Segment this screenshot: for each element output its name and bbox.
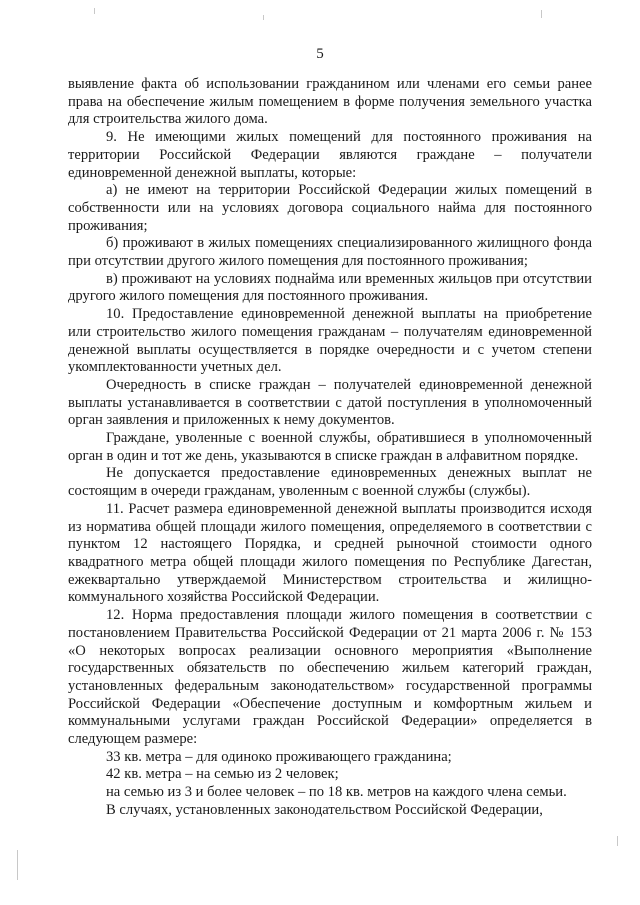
paragraph: В случаях, установленных законодательством Российской Федерации,	[106, 801, 543, 818]
paragraph: в) проживают на условиях поднайма или временных жильцов при отсутствии другого жилого помещения для постоянного проживания.	[68, 270, 592, 305]
paragraph: Граждане, уволенные с военной службы, обратившиеся в уполномоченный орган в один и тот же день, указываются в списке граждан в алфавитном порядке.	[68, 430, 592, 464]
scan-mark	[17, 850, 18, 880]
scan-mark	[617, 836, 618, 846]
paragraph: 9. Не имеющими жилых помещений для постоянного проживания на территории Российской Федерации являются граждане – получатели единовременной денежной выплаты, которые:	[68, 129, 592, 181]
paragraph: 12. Норма предоставления площади жилого помещения в соответствии с постановлением Правительства Российской Федерации от 21 марта 2006 г. № 153 «О некоторых вопросах реализации основного мероприятия «Выполнение государственных обязательств по обеспечению жильем категорий граждан, установленных федеральным законодательством» государственной программы Российской Федерации «Обеспечение доступным и комфортным жильем и коммунальными услугами граждан Российской Федерации» определяется в следующем размере:	[68, 607, 592, 748]
paragraph: 42 кв. метра – на семью из 2 человек;	[106, 766, 339, 783]
scan-mark	[94, 8, 95, 14]
paragraph: на семью из 3 и более человек – по 18 кв. метров на каждого члена семьи.	[106, 784, 567, 801]
paragraph: б) проживают в жилых помещениях специализированного жилищного фонда при отсутствии другого жилого помещения для постоянного проживания;	[68, 235, 592, 270]
page-number: 5	[316, 46, 324, 62]
paragraph: а) не имеют на территории Российской Федерации жилых помещений в собственности или на условиях договора социального найма для постоянного проживания;	[68, 182, 592, 234]
scan-mark	[541, 10, 542, 18]
paragraph: 11. Расчет размера единовременной денежной выплаты производится исходя из норматива общей площади жилого помещения, определяемого в соответствии с пунктом 12 настоящего Порядка, и средней рыночной стоимости одного квадратного метра общей площади жилого помещения по Республике Дагестан, ежеквартально утверждаемой Министерством строительства и жилищно-коммунального хозяйства Российской Федерации.	[68, 500, 592, 606]
paragraph: Очередность в списке граждан – получателей единовременной денежной выплаты устанавливается в соответствии с датой поступления в уполномоченный орган заявления и приложенных к нему документов.	[68, 376, 592, 429]
paragraph: выявление факта об использовании гражданином или членами его семьи ранее права на обеспечение жилым помещением в форме получения земельного участка для строительства жилого дома.	[68, 76, 592, 128]
body-text	[68, 76, 592, 820]
paragraph: 10. Предоставление единовременной денежной выплаты на приобретение или строительство жилого помещения гражданам – получателям единовременной денежной выплаты осуществляется в порядке очередности и с учетом степени укомплектованности учетных дел.	[68, 306, 592, 376]
paragraph: 33 кв. метра – для одиноко проживающего гражданина;	[106, 748, 452, 765]
scan-mark	[263, 15, 264, 20]
paragraph: Не допускается предоставление единовременных денежных выплат не состоящим в очереди гражданам, уволенным с военной службы (службы).	[68, 465, 592, 500]
